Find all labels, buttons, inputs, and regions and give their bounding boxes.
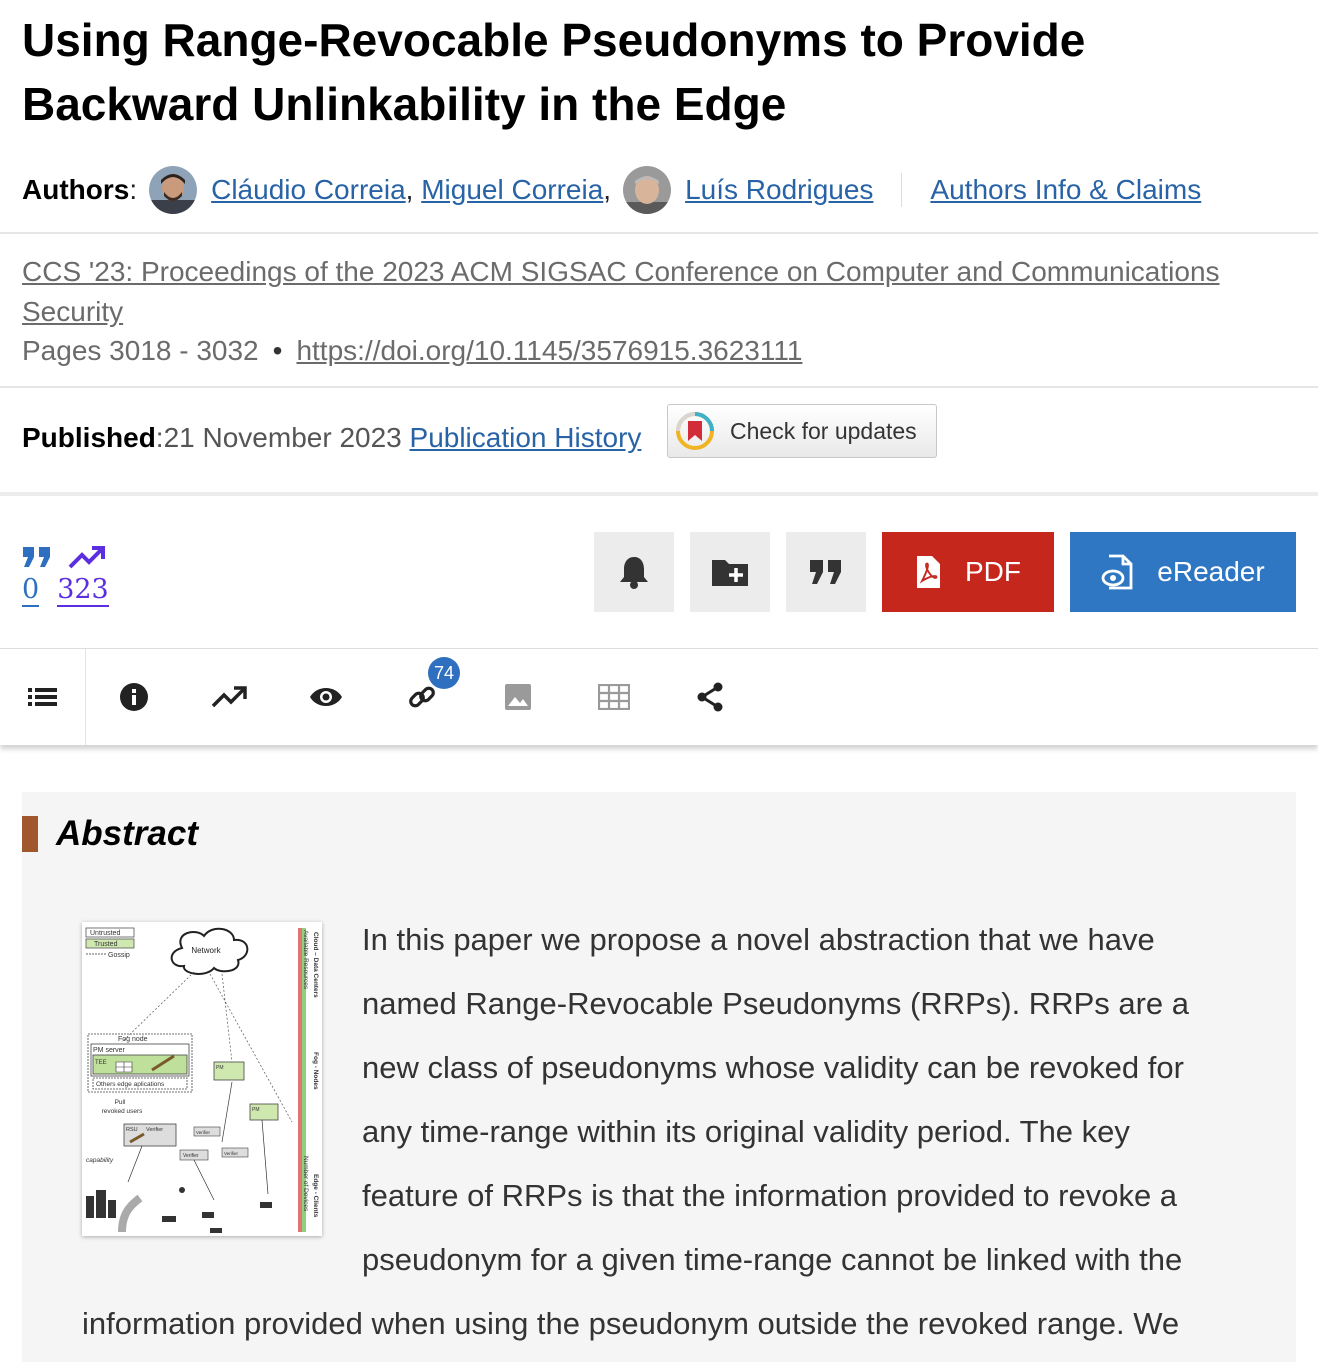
authors-label: Authors (22, 174, 130, 205)
abstract-header (22, 816, 198, 852)
info-icon (119, 682, 149, 712)
article-title: Using Range-Revocable Pseudonyms to Provide Backward Unlinkability in the Edge (22, 14, 1086, 130)
pdf-label: PDF (965, 556, 1021, 587)
pm-label: PM (252, 1107, 260, 1113)
image-icon (504, 683, 532, 711)
abstract-body (82, 908, 1232, 1356)
download-count[interactable]: 323 (57, 574, 109, 605)
published-colon: : (155, 422, 164, 453)
author-link-miguel[interactable]: Miguel Correia (421, 174, 604, 205)
author-comma: , (405, 174, 414, 205)
list-icon (28, 686, 58, 708)
eye-icon (309, 685, 343, 709)
rsu-label: RSU (126, 1127, 138, 1133)
authors-colon: : (129, 174, 138, 205)
pages-range: Pages 3018 - 3032 (22, 335, 259, 366)
tab-metrics[interactable] (182, 649, 278, 745)
ereader-label: eReader (1157, 556, 1265, 587)
crossmark-icon (676, 412, 714, 450)
pull-label: Pull (114, 1099, 126, 1106)
divider (0, 492, 1318, 496)
tab-share[interactable] (662, 649, 758, 745)
author-link-claudio[interactable]: Cláudio Correia (211, 174, 406, 205)
abstract-title: Abstract (56, 814, 198, 853)
divider (0, 232, 1318, 234)
abstract-section (22, 792, 1296, 1362)
references-count-badge: 74 (428, 657, 460, 689)
others-label: Others edge aplications (96, 1081, 165, 1088)
published-line (22, 418, 641, 458)
proceedings (22, 252, 1282, 332)
fog-node-label: Fog node (118, 1036, 148, 1043)
article-tabs (0, 648, 1318, 745)
verifier-label: Verifier (183, 1153, 199, 1159)
tab-information[interactable] (86, 649, 182, 745)
author-link-luis[interactable]: Luís Rodrigues (685, 174, 874, 205)
verifier-label: Verifier (224, 1151, 239, 1156)
pdf-icon (915, 555, 941, 589)
pm-label: PM (216, 1065, 224, 1071)
trending-icon (211, 685, 249, 709)
tab-contents[interactable] (0, 649, 86, 745)
pdf-button[interactable] (882, 532, 1054, 612)
alert-button[interactable] (594, 532, 674, 612)
doi-link[interactable]: https://doi.org/10.1145/3576915.3623111 (296, 335, 803, 366)
metrics[interactable] (22, 544, 122, 604)
edge-tier-label: Edge - Clients (312, 1174, 319, 1218)
abstract-accent-bar (22, 816, 38, 852)
avatar[interactable] (623, 166, 671, 214)
divider (0, 386, 1318, 388)
published-label: Published (22, 422, 156, 453)
author-comma: , (603, 174, 612, 205)
bullet: • (272, 335, 283, 366)
tab-view[interactable] (278, 649, 374, 745)
published-date: 21 November 2023 (163, 422, 402, 453)
verifier-label: Verifier (196, 1130, 211, 1135)
legend-gossip: Gossip (108, 952, 130, 959)
tab-figures[interactable] (470, 649, 566, 745)
citation-count[interactable]: 0 (22, 574, 40, 605)
quote-icon (22, 546, 52, 568)
folder-add-icon (710, 556, 750, 588)
capability-label: capability (86, 1157, 114, 1164)
add-to-binder-button[interactable] (690, 532, 770, 612)
check-for-updates-label: Check for updates (730, 417, 917, 444)
ereader-button[interactable] (1070, 532, 1296, 612)
fog-tier-label: Fog - Nodes (312, 1052, 319, 1090)
legend-untrusted: Untrusted (90, 930, 121, 937)
proceedings-link[interactable]: CCS '23: Proceedings of the 2023 ACM SIGSAC Conference on Computer and Communications Security (22, 256, 1220, 327)
pm-server-label: PM server (93, 1047, 125, 1054)
link-icon (407, 682, 437, 712)
authors-info-link[interactable]: Authors Info & Claims (930, 174, 1202, 205)
bell-icon (619, 555, 649, 589)
authors-row (22, 164, 1201, 216)
share-icon (696, 682, 724, 712)
avatar[interactable] (149, 166, 197, 214)
pages-line (22, 331, 802, 371)
divider (901, 173, 902, 207)
quote-icon (809, 559, 843, 585)
trending-icon (68, 544, 106, 570)
tee-label: TEE (95, 1060, 107, 1066)
cite-button[interactable] (786, 532, 866, 612)
devices-bar-label: Number of Devices (302, 1156, 309, 1212)
abstract-text: In this paper we propose a novel abstraction that we have named Range-Revocable Pseudonyms (RRPs). RRPs are a new class of pseudonyms whose validity can be revoked for any time-range within its original validity period. The key feature of RRPs is that the information provided to revoke a pseudonym for a given time-range cannot be linked with the information provided when using the pseudonym outside the revoked range. We (82, 922, 1190, 1341)
resources-bar-label: Available Resources (302, 930, 309, 990)
legend-trusted: Trusted (94, 941, 118, 948)
table-icon (598, 684, 630, 710)
cloud-tier-label: Cloud – Data Centers (312, 932, 319, 998)
revoked-label: revoked users (101, 1108, 143, 1115)
figure-spacer (82, 908, 362, 1292)
verifier-label: Verifier (146, 1127, 164, 1133)
publication-history-link[interactable]: Publication History (409, 422, 642, 453)
ereader-icon (1101, 554, 1135, 590)
tab-tables[interactable] (566, 649, 662, 745)
network-label: Network (191, 946, 221, 955)
check-for-updates-button[interactable] (667, 404, 937, 458)
